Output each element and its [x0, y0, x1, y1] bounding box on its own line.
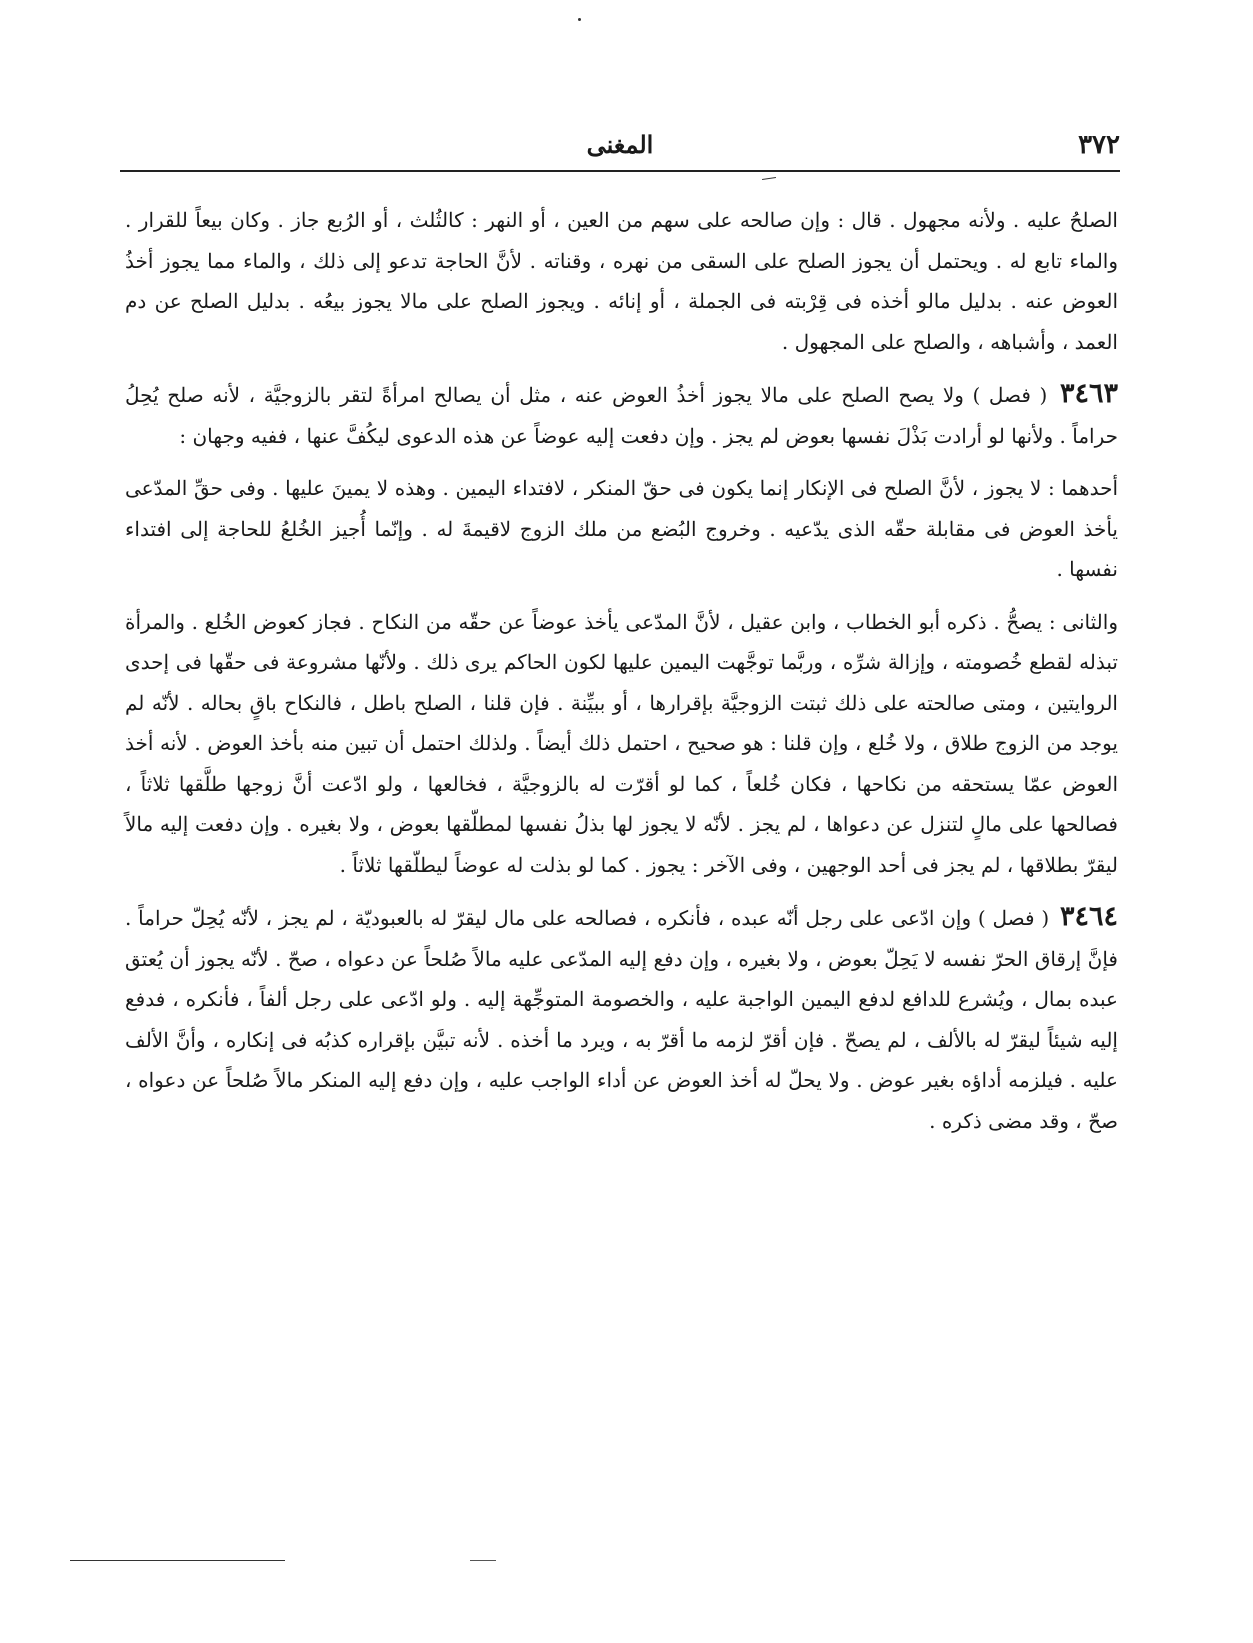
paragraph-text: والثانى : يصحُّ . ذكره أبو الخطاب ، وابن عقيل ، لأنَّ المدّعى يأخذ عوضاً عن حقّه من النكاح . فجاز كعوض الخُلع . والمرأة تبذله لقطع خُصومته ، وإزالة شرِّه ، وربَّما توجَّهت اليمين عليها لكون الحاكم يرى ذلك . ولأنّها مشروعة فى حقّها فى إحدى الروايتين ، ومتى صالحته على ذلك ثبتت الزوجيَّة بإقرارها ، أو ببيِّنة . فإن قلنا ، الصلح باطل ، فالنكاح باقٍ بحاله . لأنّه لم يوجد من الزوج طلاق ، ولا خُلع ، وإن قلنا : هو صحيح ، احتمل ذلك أيضاً . ولذلك احتمل أن تبين منه بأخذ العوض . لأنه أخذ العوض عمّا يستحقه من نكاحها ، فكان خُلعاً ، كما لو أقرّت له بالزوجيَّة ، فخالعها ، ولو ادّعت أنَّ زوجها طلَّقها ثلاثاً ، فصالحها على مالٍ لتنزل عن دعواها ، لم يجز . لأنّه لا يجوز لها بذلُ نفسها لمطلّقها بعوض ، ولا بغيره . وإن دفعت إليه مالاً ليقرّ بطلاقها ، لم يجز فى أحد الوجهين ، وفى الآخر : يجوز . كما لو بذلت له عوضاً ليطلّقها ثلاثاً .: [125, 609, 1119, 877]
paragraph-text: ( فصل ) ولا يصح الصلح على مالا يجوز أخذُ العوض عنه ، مثل أن يصالح امرأةً لتقر بالزوجيَّة ، لأنه صلح يُحِلُ حراماً . ولأنها لو أرادت بَذْلَ نفسها بعوض لم يجز . وإن دفعت إليه عوضاً عن هذه الدعوى ليكُفَّ عنها ، ففيه وجهان :: [125, 383, 1118, 448]
paragraph: [125, 897, 1118, 1141]
paragraph-text: ( فصل ) وإن ادّعى على رجل أنّه عبده ، فأنكره ، فصالحه على مال ليقرّ له بالعبوديّة ، لم يجز ، لأنّه يُحِلّ حراماً . فإنَّ إرقاق الحرّ نفسه لا يَحِلّ بعوض ، ولا بغيره ، وإن دفع إليه المدّعى عليه مالاً صُلحاً عن دعواه ، صحّ . لأنّه يجوز أن يُعتق عبده بمال ، ويُشرع للدافع لدفع اليمين الواجبة عليه ، والخصومة المتوجِّهة إليه . ولو ادّعى على رجل ألفاً ، فأنكره ، فدفع إليه شيئاً ليقرّ له بالألف ، لم يصحّ . فإن أقرّ لزمه ما أقرّ به ، ويرد ما أخذه . لأنه تبيَّن بإقراره كذبُه فى إنكاره ، وأنَّ الألف عليه . فيلزمه أداؤه بغير عوض . ولا يحلّ له أخذ العوض عن أداء الواجب عليه ، وإن دفع إليه المنكر مالاً صُلحاً عن دعواه ، صحّ ، وقد مضى ذكره .: [125, 906, 1118, 1133]
footnote-divider: [70, 1560, 285, 1561]
paragraph: [125, 468, 1118, 590]
section-number: ٣٤٦٤: [1060, 901, 1119, 932]
paragraph-text: الصلحُ عليه . ولأنه مجهول . قال : وإن صالحه على سهم من العين ، أو النهر : كالثُلث ، أو الرُبع جاز . وكان بيعاً للقرار . والماء تابع له . ويحتمل أن يجوز الصلح على السقى من نهره ، وقناته . لأنَّ الحاجة تدعو إلى ذلك ، والماء مما يجوز أخذُ العوض عنه . بدليل مالو أخذه فى قِرْبته فى الجملة ، أو إنائه . ويجوز الصلح على مالا يجوز بيعُه . بدليل الصلح عن دم العمد ، وأشباهه ، والصلح على المجهول .: [125, 208, 1118, 354]
page-dot-mark: [578, 18, 581, 21]
body-text: [125, 200, 1118, 1141]
paragraph: [125, 200, 1118, 362]
paragraph-text: أحدهما : لا يجوز ، لأنَّ الصلح فى الإنكار إنما يكون فى حقّ المنكر ، لافتداء اليمين . وهذه لا يمينَ عليها . وفى حقِّ المدّعى يأخذ العوض فى مقابلة حقّه الذى يدّعيه . وخروج البُضع من ملك الزوج لاقيمةَ له . وإنّما أُجيز الخُلعُ للحاجة إلى افتداء نفسها .: [125, 476, 1118, 581]
page-number: ٣٧٢: [1078, 130, 1120, 160]
paragraph: [125, 374, 1118, 456]
header-divider: [120, 170, 1120, 172]
page-header: [120, 128, 1120, 168]
header-tick-mark: [762, 177, 776, 180]
running-title: المغنى: [586, 130, 654, 159]
paragraph: [125, 602, 1118, 886]
footer-center-mark: [470, 1560, 496, 1561]
section-number: ٣٤٦٣: [1059, 378, 1118, 409]
